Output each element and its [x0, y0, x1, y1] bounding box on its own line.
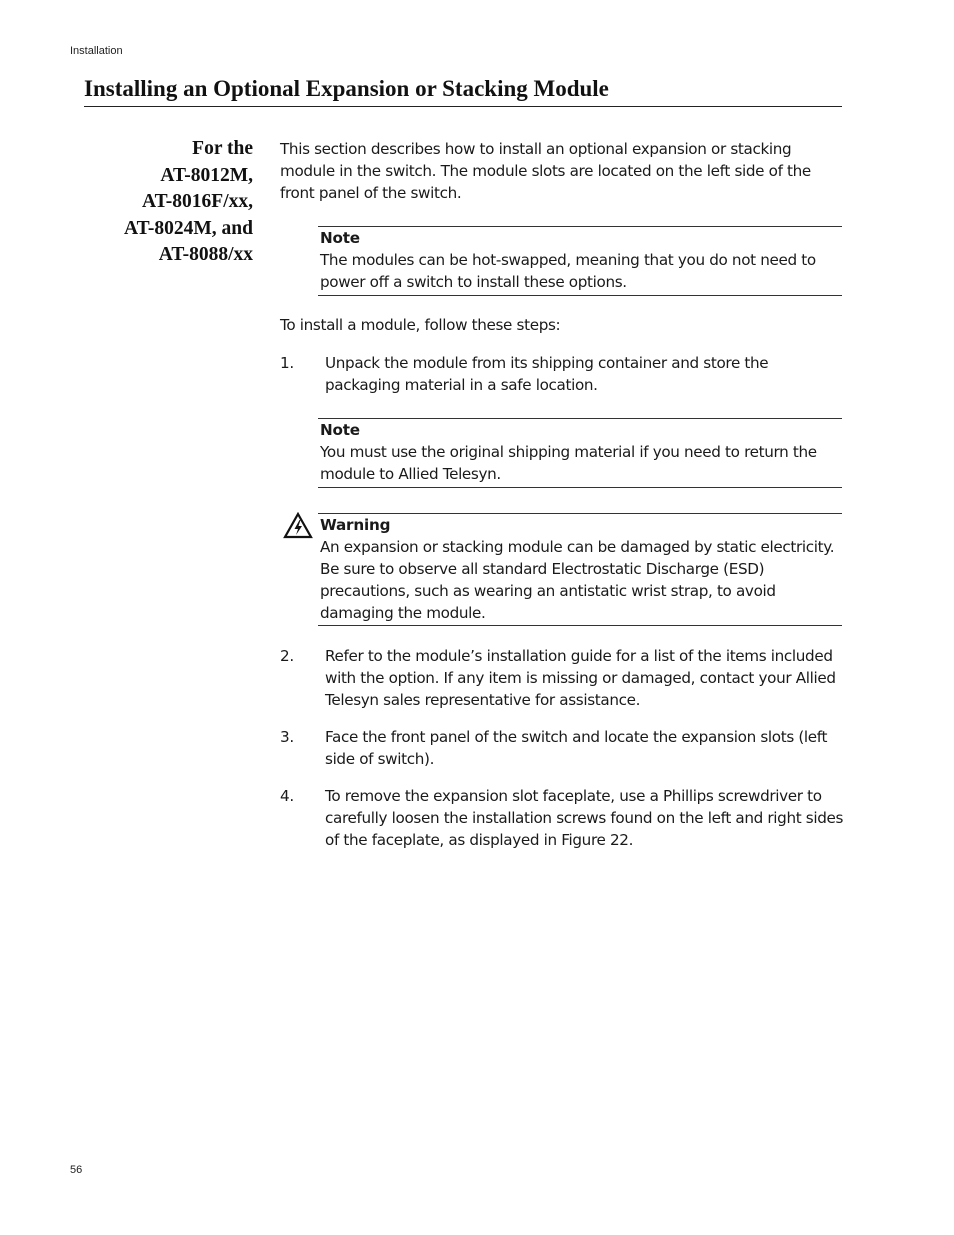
note-label: Note [320, 421, 360, 439]
side-heading-line: AT-8088/xx [158, 244, 253, 265]
step-text: Face the front panel of the switch and locate the expansion slots (left side of switch). [325, 728, 828, 768]
note-callout [318, 226, 842, 296]
warning-label: Warning [320, 516, 391, 534]
step-number: 3. [280, 728, 294, 746]
page-number: 56 [70, 1164, 83, 1176]
running-head: Installation [70, 45, 123, 57]
warning-text: An expansion or stacking module can be damaged by static electricity. Be sure to observe all standard Electrostatic Discharge (ESD) precautions, such as wearing an antistatic wrist strap, to avoid damaging the module. [320, 538, 835, 622]
steps-intro: To install a module, follow these steps: [280, 316, 561, 334]
electrical-hazard-warning-icon [283, 512, 313, 539]
side-heading-line: AT-8012M, [160, 164, 253, 186]
side-heading [84, 136, 253, 269]
step-number: 4. [280, 787, 294, 805]
side-heading-line: AT-8024M, and [124, 217, 253, 239]
side-heading-line: For the [192, 138, 253, 159]
step-text: Refer to the module’s installation guide for a list of the items included with the option. If any item is missing or damaged, contact your Allied Telesyn sales representative for assistance. [325, 647, 836, 709]
note-label: Note [320, 229, 360, 247]
step-number: 2. [280, 647, 294, 665]
note-text: You must use the original shipping material if you need to return the module to Allied Telesyn. [320, 443, 817, 483]
step-number: 1. [280, 354, 294, 372]
intro-paragraph: This section describes how to install an optional expansion or stacking module in the switch. The module slots are located on the left side of the front panel of the switch. [280, 140, 811, 202]
warning-callout [318, 513, 842, 626]
note-text: The modules can be hot-swapped, meaning that you do not need to power off a switch to install these options. [320, 251, 816, 291]
page-title: Installing an Optional Expansion or Stacking Module [84, 76, 842, 107]
step-text: To remove the expansion slot faceplate, use a Phillips screwdriver to carefully loosen the installation screws found on the left and right sides of the faceplate, as displayed in Figure 22. [325, 787, 844, 849]
side-heading-line: AT-8016F/xx, [141, 191, 253, 212]
step-text: Unpack the module from its shipping container and store the packaging material in a safe location. [325, 354, 769, 394]
note-callout [318, 418, 842, 488]
